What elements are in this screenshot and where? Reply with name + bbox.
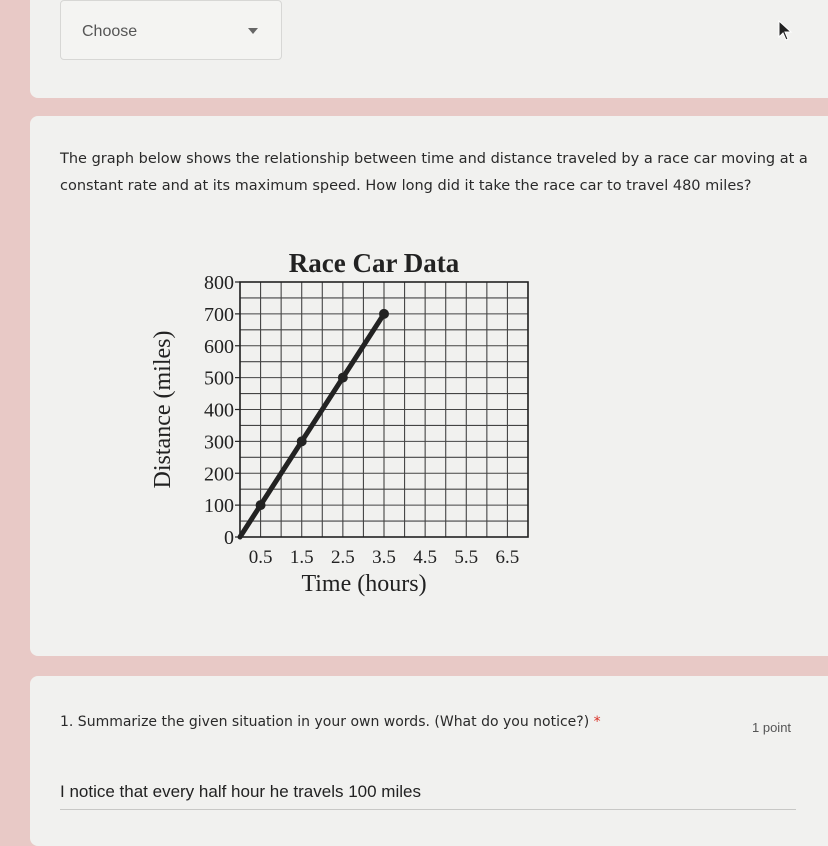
question-card: [30, 116, 828, 656]
y-tick-label: 600: [204, 335, 234, 358]
x-tick-label: 4.5: [413, 547, 438, 568]
race-car-chart: [110, 238, 550, 608]
data-point: [256, 500, 266, 510]
chevron-down-icon: [248, 28, 258, 34]
dropdown-card: [30, 0, 828, 98]
answer-card: [30, 676, 828, 846]
data-point: [379, 309, 389, 319]
question-1-text: 1. Summarize the given situation in your own words. (What do you notice?): [60, 714, 590, 730]
question-1-label: [60, 714, 601, 730]
y-tick-label: 0: [224, 527, 234, 549]
x-tick-label: 6.5: [495, 547, 520, 568]
x-axis-label: Time (hours): [301, 571, 427, 597]
answer-input[interactable]: I notice that every half hour he travels 100 miles: [60, 782, 421, 801]
question-prompt: The graph below shows the relationship between time and distance traveled by a race car moving at a constant rate and at its maximum speed. How long did it take the race car to travel 480 miles?: [60, 151, 808, 194]
dropdown-selected-value: Choose: [82, 23, 138, 40]
y-axis-label: Distance (miles): [150, 330, 176, 489]
y-tick-label: 200: [204, 463, 234, 486]
y-tick-label: 800: [204, 272, 234, 294]
data-point: [297, 436, 307, 446]
y-tick-label: 100: [204, 495, 234, 518]
choose-dropdown[interactable]: [60, 0, 282, 60]
y-tick-label: 500: [204, 367, 234, 390]
x-tick-label: 5.5: [454, 547, 479, 568]
y-tick-label: 300: [204, 431, 234, 454]
y-tick-label: 400: [204, 399, 234, 422]
x-tick-label: 1.5: [289, 547, 314, 568]
chart-container: [110, 238, 550, 612]
chart-title: Race Car Data: [288, 248, 460, 278]
x-tick-label: 0.5: [248, 547, 273, 568]
data-point: [338, 373, 348, 383]
y-tick-label: 700: [204, 303, 234, 326]
answer-underline: [60, 809, 796, 810]
x-tick-label: 2.5: [330, 547, 355, 568]
points-label: 1 point: [752, 720, 792, 735]
mouse-cursor-icon: [777, 20, 795, 42]
required-marker: *: [593, 714, 601, 730]
x-tick-label: 3.5: [372, 547, 396, 568]
